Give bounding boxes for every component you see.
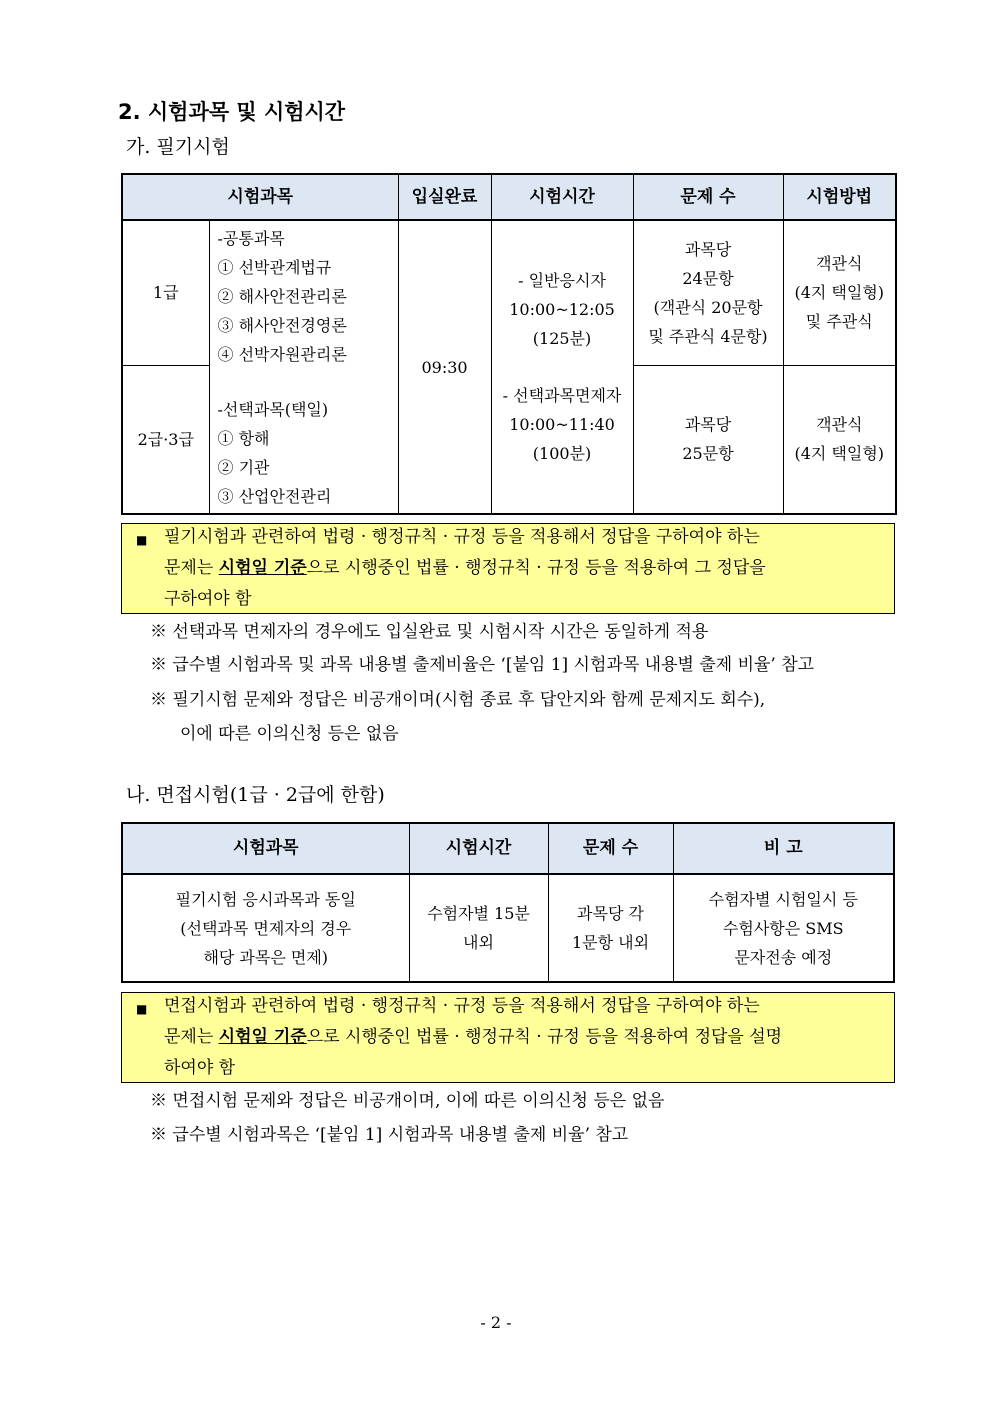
header-remark: 비 고 — [673, 823, 894, 874]
interview-note-line2 — [164, 1022, 782, 1053]
common-subject: ④ 선박자원관리론 — [217, 344, 347, 364]
method-g1-line: 객관식 — [816, 254, 863, 274]
general-time: 10:00~12:05 — [509, 300, 615, 319]
note-text: 으로 시행중인 법률 · 행정규칙 · 규정 등을 적용하여 정답을 설명 — [306, 1027, 783, 1047]
interview-subject-line: 해당 과목은 면제) — [203, 947, 329, 967]
interview-count-cell — [548, 874, 673, 982]
elective-subject: -선택과목(택일) — [217, 399, 329, 419]
interview-note-line: 수험사항은 SMS — [722, 918, 844, 938]
written-remark: 이에 따른 이의신청 등은 없음 — [180, 724, 399, 744]
header-entry: 입실완료 — [398, 174, 491, 220]
method-g1-line: 및 주관식 — [805, 312, 873, 332]
elective-subject: ② 기관 — [217, 457, 270, 477]
subjects-cell — [209, 220, 398, 514]
interview-note-line: 수험자별 시험일시 등 — [708, 889, 858, 909]
page-number: - 2 - — [480, 1313, 512, 1332]
written-heading: 가. 필기시험 — [126, 136, 230, 158]
written-exam-table — [121, 173, 897, 515]
method-g1-line: (4지 택일형) — [794, 283, 885, 303]
common-subject: ③ 해사안전경영론 — [217, 315, 347, 335]
note-text: 문제는 — [164, 1027, 219, 1047]
method-g1-cell — [783, 220, 896, 365]
header-subject: 시험과목 — [122, 823, 409, 874]
exam-time-cell — [491, 220, 633, 514]
count-g1-line: 24문항 — [682, 268, 734, 288]
method-g23-line: (4지 택일형) — [794, 444, 885, 464]
written-remark: ※ 선택과목 면제자의 경우에도 입실완료 및 시험시작 시간은 동일하게 적용 — [150, 622, 709, 642]
interview-exam-table — [121, 822, 895, 983]
written-note-line3: 구하여야 함 — [164, 589, 252, 609]
count-g1-line: 및 주관식 4문항) — [648, 326, 768, 346]
interview-note-line: 문자전송 예정 — [734, 947, 833, 967]
interview-count-line: 1문항 내외 — [571, 933, 650, 952]
count-g23-cell — [633, 365, 783, 514]
square-bullet-icon: ■ — [136, 1002, 148, 1016]
method-g23-line: 객관식 — [816, 415, 863, 435]
exam-date-basis-emphasis: 시험일 기준 — [218, 558, 307, 578]
method-g23-cell — [783, 365, 896, 514]
interview-note-line3: 하여야 함 — [164, 1058, 236, 1078]
exempt-time: - 선택과목면제자 — [502, 386, 622, 405]
elective-subject: ③ 산업안전관리 — [217, 486, 332, 506]
note-text: 문제는 — [164, 558, 219, 578]
general-time: - 일반응시자 — [518, 271, 606, 290]
written-note-line2 — [164, 553, 766, 584]
exam-date-basis-emphasis: 시험일 기준 — [218, 1027, 307, 1047]
interview-note-box — [121, 992, 895, 1083]
elective-subject: ① 항해 — [217, 428, 270, 448]
general-time: (125분) — [532, 329, 592, 348]
interview-remark: ※ 면접시험 문제와 정답은 비공개이며, 이에 따른 이의신청 등은 없음 — [150, 1091, 665, 1111]
interview-count-line: 과목당 각 — [577, 904, 644, 923]
count-g1-cell — [633, 220, 783, 365]
interview-time-line: 수험자별 15분 — [427, 904, 530, 923]
exempt-time: 10:00~11:40 — [509, 415, 615, 434]
header-method: 시험방법 — [783, 174, 896, 220]
interview-subject-line: (선택과목 면제자의 경우 — [180, 918, 352, 938]
header-time: 시험시간 — [491, 174, 633, 220]
interview-note-line1: 면접시험과 관련하여 법령 · 행정규칙 · 규정 등을 적용해서 정답을 구하여야 하는 — [164, 996, 760, 1016]
written-note-box — [121, 523, 895, 614]
header-count: 문제 수 — [633, 174, 783, 220]
written-remark: ※ 필기시험 문제와 정답은 비공개이며(시험 종료 후 답안지와 함께 문제지도 회수), — [150, 690, 766, 710]
written-note-line1: 필기시험과 관련하여 법령 · 행정규칙 · 규정 등을 적용해서 정답을 구하여야 하는 — [164, 527, 760, 547]
interview-time-line: 내외 — [463, 933, 494, 952]
grade-23-cell: 2급·3급 — [122, 365, 209, 514]
square-bullet-icon: ■ — [136, 533, 148, 547]
section-title: 2. 시험과목 및 시험시간 — [118, 100, 346, 124]
interview-subject-cell — [122, 874, 409, 982]
interview-heading: 나. 면접시험(1급 · 2급에 한함) — [126, 784, 385, 806]
interview-subject-line: 필기시험 응시과목과 동일 — [175, 889, 356, 909]
common-subject: -공통과목 — [217, 228, 285, 248]
header-time: 시험시간 — [409, 823, 548, 874]
count-g1-line: 과목당 — [684, 239, 732, 259]
count-g1-line: (객관식 20문항 — [653, 297, 763, 317]
count-g23-line: 25문항 — [682, 444, 734, 464]
entry-time-cell: 09:30 — [398, 220, 491, 514]
exempt-time: (100분) — [532, 444, 592, 463]
interview-remark: ※ 급수별 시험과목은 ‘[붙임 1] 시험과목 내용별 출제 비율’ 참고 — [150, 1125, 629, 1145]
count-g23-line: 과목당 — [684, 415, 732, 435]
note-text: 으로 시행중인 법률 · 행정규칙 · 규정 등을 적용하여 그 정답을 — [306, 558, 766, 578]
header-count: 문제 수 — [548, 823, 673, 874]
common-subject: ② 해사안전관리론 — [217, 286, 347, 306]
interview-note-cell — [673, 874, 894, 982]
written-remark: ※ 급수별 시험과목 및 과목 내용별 출제비율은 ‘[붙임 1] 시험과목 내용별 출제 비율’ 참고 — [150, 655, 815, 675]
grade-1-cell: 1급 — [122, 220, 209, 365]
common-subject: ① 선박관계법규 — [217, 257, 332, 277]
interview-time-cell — [409, 874, 548, 982]
header-subject: 시험과목 — [122, 174, 398, 220]
